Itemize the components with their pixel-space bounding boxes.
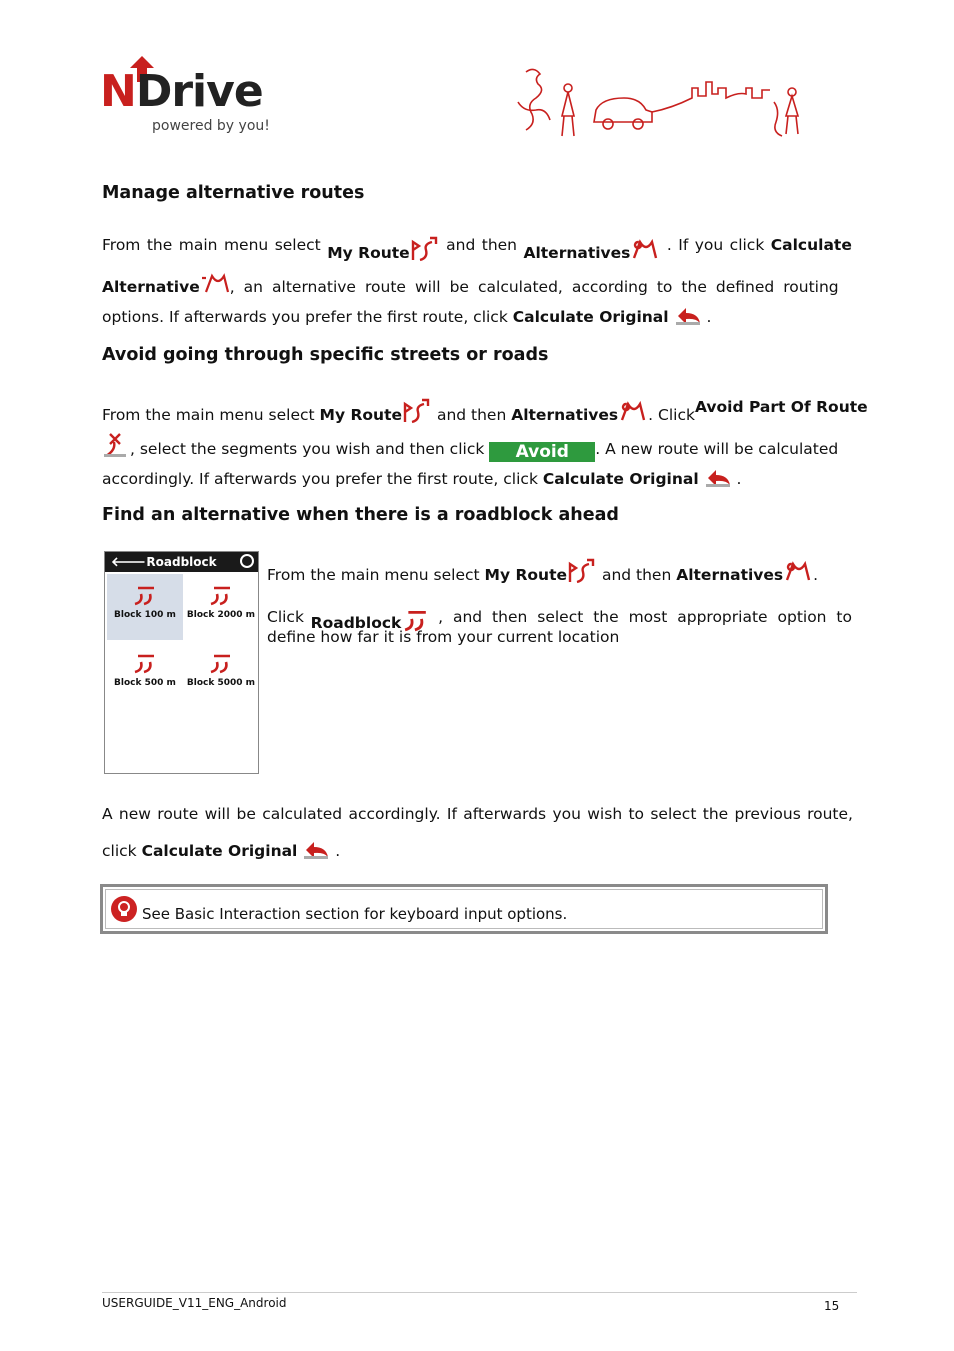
tip-text: See Basic Interaction section for keyboard input options. <box>142 905 568 923</box>
roadblock-icon <box>132 584 158 606</box>
text: , and then select the most appropriate option to <box>438 608 852 626</box>
my-route-label: My Route <box>327 236 439 262</box>
word: If <box>678 236 689 254</box>
tile-label: Block 2000 m <box>186 610 256 620</box>
text: and then <box>597 566 677 584</box>
punct: . <box>706 308 712 326</box>
my-route-label: My Route <box>319 406 403 424</box>
alternative-label: Alternative <box>102 278 200 296</box>
text: define how far it is from your current location <box>267 628 620 646</box>
text-group <box>102 398 695 424</box>
page-number: 15 <box>824 1299 840 1313</box>
calculate-alternative-icon <box>200 270 230 296</box>
globe-icon[interactable] <box>240 554 254 568</box>
roadblock-icon <box>132 652 158 674</box>
text: click <box>102 842 142 860</box>
ndrive-logo <box>100 56 290 146</box>
my-route-icon <box>410 236 440 262</box>
avoid-part-of-route-label: Avoid Part Of Route <box>694 398 868 416</box>
word: then <box>481 236 518 254</box>
alternatives-icon <box>630 236 660 262</box>
word: the <box>146 236 173 254</box>
footer-rule <box>102 1292 857 1293</box>
heading-avoid-streets: Avoid going through specific streets or roads <box>102 345 549 365</box>
punct: . <box>335 842 341 860</box>
tile-label: Block 500 m <box>114 678 176 688</box>
lightbulb-icon <box>111 896 137 922</box>
roadblock-icon <box>208 652 234 674</box>
text: From the main menu select <box>267 566 485 584</box>
calculate-original-label: Calculate Original <box>542 470 699 488</box>
punct: . <box>666 236 672 254</box>
word: From <box>102 236 141 254</box>
alternatives-icon <box>783 558 813 584</box>
roadblock-label: Roadblock <box>311 608 432 632</box>
calculate-label: Calculate <box>770 236 852 254</box>
text: . Click <box>648 406 695 424</box>
block-5000m-option[interactable] <box>183 642 259 708</box>
block-500m-option[interactable] <box>107 642 183 708</box>
back-arrow-icon[interactable]: 🡐 <box>111 555 146 570</box>
alternatives-label: Alternatives <box>511 406 619 424</box>
word: click <box>729 236 765 254</box>
alternatives-label: Alternatives <box>676 566 784 584</box>
text: , an alternative route will be calculated, according to the defined routing <box>229 278 839 296</box>
roadblock-icon <box>208 584 234 606</box>
word: main <box>178 236 218 254</box>
word: select <box>274 236 321 254</box>
heading-manage-alternative-routes: Manage alternative routes <box>102 183 365 203</box>
text: A new route will be calculated accordingly. If afterwards you wish to select the previous route, <box>102 805 853 823</box>
calculate-original-label: Calculate Original <box>512 308 669 326</box>
my-route-icon <box>567 558 597 584</box>
block-100m-option[interactable] <box>107 574 183 640</box>
punct: . <box>736 470 742 488</box>
alternatives-label: Alternatives <box>523 236 660 262</box>
my-route-label: My Route <box>484 566 568 584</box>
word: you <box>694 236 724 254</box>
text: Click <box>267 608 304 626</box>
avoid-button[interactable]: Avoid <box>489 442 595 462</box>
footer-doc-name: USERGUIDE_V11_ENG_Android <box>102 1296 287 1310</box>
banner-illustration <box>512 62 822 144</box>
calculate-original-label: Calculate Original <box>141 842 298 860</box>
roadblock-screen <box>104 551 259 774</box>
word: menu <box>223 236 269 254</box>
calculate-original-icon <box>302 840 330 860</box>
tip-box <box>100 884 828 934</box>
text: options. If afterwards you prefer the first route, click <box>102 308 513 326</box>
my-route-icon <box>402 398 432 424</box>
text: , select the segments you wish and then click <box>130 440 490 458</box>
tile-label: Block 100 m <box>114 610 176 620</box>
text: and then <box>432 406 512 424</box>
screen-title: Roadblock <box>146 555 217 569</box>
logo-wordmark: NDrive <box>100 66 263 117</box>
logo-tagline: powered by you! <box>152 118 270 134</box>
text: From the main menu select <box>102 406 320 424</box>
text: . A new route will be calculated <box>595 440 839 458</box>
calculate-original-icon <box>704 468 732 488</box>
word: and <box>446 236 476 254</box>
screen-title-bar <box>105 552 258 572</box>
heading-roadblock: Find an alternative when there is a roadblock ahead <box>102 505 619 525</box>
tile-label: Block 5000 m <box>186 678 256 688</box>
text: accordingly. If afterwards you prefer the first route, click <box>102 470 543 488</box>
tip-inner <box>105 889 823 929</box>
calculate-original-icon <box>674 306 702 326</box>
alternatives-icon <box>618 398 648 424</box>
punct: . <box>813 566 819 584</box>
avoid-part-of-route-icon <box>102 432 130 458</box>
block-2000m-option[interactable] <box>183 574 259 640</box>
